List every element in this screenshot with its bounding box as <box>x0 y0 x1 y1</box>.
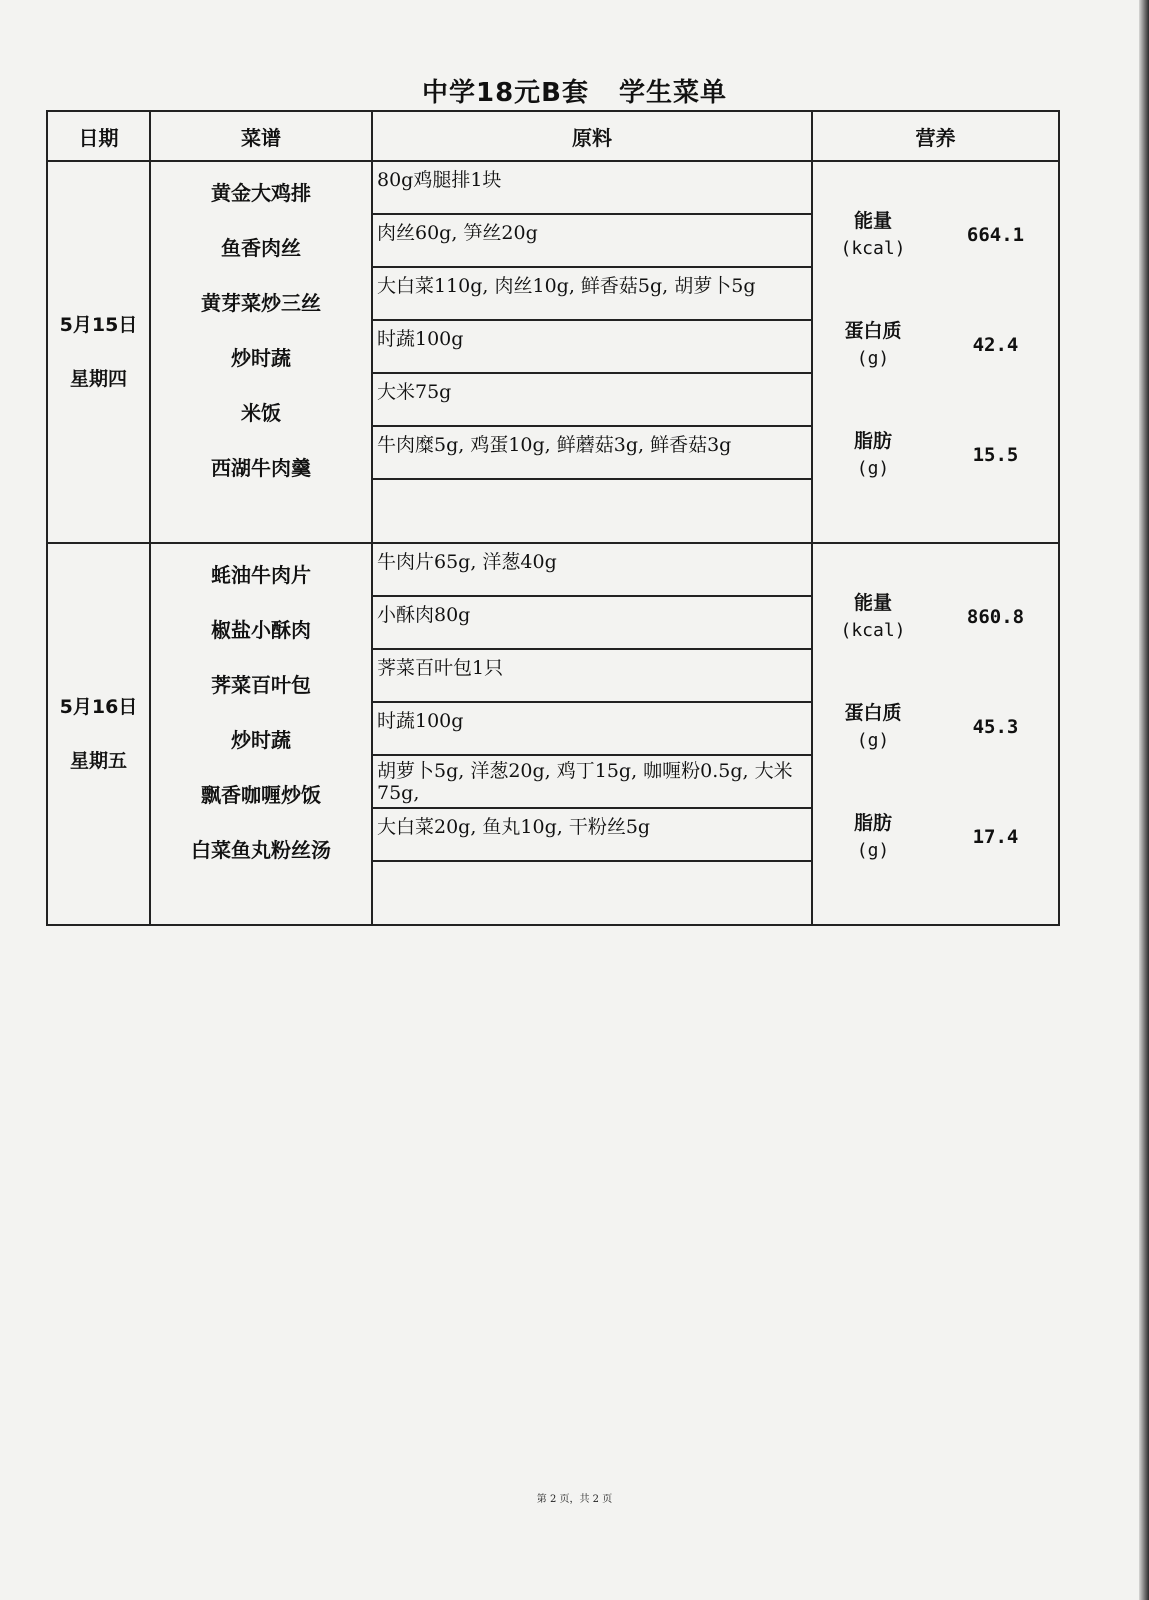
ingredient-text: 大米75g <box>373 374 811 427</box>
dish-name: 黄金大鸡排 <box>211 181 311 205</box>
ingredient-blank-row <box>373 862 811 920</box>
nutrition-protein <box>813 672 1058 782</box>
nutrition-cell <box>812 543 1059 925</box>
weekday: 星期四 <box>69 368 127 390</box>
menu-table <box>46 110 1060 926</box>
dish-cell <box>150 543 372 925</box>
nutrition-protein <box>813 290 1058 400</box>
nutrient-value: 664.1 <box>966 224 1025 246</box>
title-set-name: 中学18元B套 <box>421 78 589 108</box>
page-edge-shadow <box>1139 0 1149 1600</box>
ingredient-text: 胡萝卜5g, 洋葱20g, 鸡丁15g, 咖喱粉0.5g, 大米75g, <box>373 756 811 809</box>
date: 5月15日 <box>59 314 138 336</box>
nutrition-fat <box>813 782 1058 892</box>
nutrient-unit: (g) <box>856 458 890 479</box>
page-footer: 第 2 页，共 2 页 <box>536 1494 613 1505</box>
title-menu-label: 学生菜单 <box>618 78 727 108</box>
ingredient-blank-row <box>373 480 811 538</box>
nutrient-unit: (g) <box>856 730 890 751</box>
page-title <box>0 72 1149 109</box>
header-ingredients: 原料 <box>372 111 812 161</box>
nutrient-value: 15.5 <box>972 444 1019 466</box>
dish-cell <box>150 161 372 543</box>
ingredient-text: 荠菜百叶包1只 <box>373 650 811 703</box>
nutrition-label <box>813 317 933 373</box>
dish-name: 蚝油牛肉片 <box>211 563 311 587</box>
ingredient-text: 肉丝60g, 笋丝20g <box>373 215 811 268</box>
nutrient-name: 脂肪 <box>853 812 892 834</box>
ingredient-text: 牛肉片65g, 洋葱40g <box>373 544 811 597</box>
ingredient-text: 小酥肉80g <box>373 597 811 650</box>
ingredients-cell <box>372 543 812 925</box>
day-row <box>47 543 1059 925</box>
dish-name: 荠菜百叶包 <box>211 673 311 697</box>
nutrient-name: 能量 <box>853 592 892 614</box>
dish-name: 飘香咖喱炒饭 <box>201 783 321 807</box>
nutrient-unit: (kcal) <box>840 620 906 641</box>
nutrient-value: 17.4 <box>972 826 1019 848</box>
nutrition-label <box>813 207 933 263</box>
nutrient-name: 能量 <box>853 210 892 232</box>
nutrition-label <box>813 809 933 865</box>
nutrient-name: 蛋白质 <box>844 320 902 342</box>
date: 5月16日 <box>59 696 138 718</box>
nutrient-value: 860.8 <box>966 606 1025 628</box>
ingredient-text: 时蔬100g <box>373 703 811 756</box>
nutrition-label <box>813 699 933 755</box>
nutrition-label <box>813 427 933 483</box>
dish-name: 白菜鱼丸粉丝汤 <box>191 838 331 862</box>
weekday: 星期五 <box>69 750 127 772</box>
ingredient-text: 时蔬100g <box>373 321 811 374</box>
nutrient-value: 42.4 <box>972 334 1019 356</box>
ingredient-text: 牛肉糜5g, 鸡蛋10g, 鲜蘑菇3g, 鲜香菇3g <box>373 427 811 480</box>
ingredient-text: 大白菜110g, 肉丝10g, 鲜香菇5g, 胡萝卜5g <box>373 268 811 321</box>
ingredient-text: 80g鸡腿排1块 <box>373 162 811 215</box>
dish-name: 鱼香肉丝 <box>221 236 301 260</box>
dish-name: 米饭 <box>241 401 281 425</box>
nutrient-unit: (kcal) <box>840 238 906 259</box>
date-cell <box>47 161 150 543</box>
dish-name: 椒盐小酥肉 <box>211 618 311 642</box>
header-date: 日期 <box>47 111 150 161</box>
dish-name: 炒时蔬 <box>231 346 291 370</box>
dish-name: 黄芽菜炒三丝 <box>201 291 321 315</box>
nutrition-energy <box>813 180 1058 290</box>
dish-name: 炒时蔬 <box>231 728 291 752</box>
nutrition-cell <box>812 161 1059 543</box>
date-cell <box>47 543 150 925</box>
nutrition-energy <box>813 562 1058 672</box>
header-dish: 菜谱 <box>150 111 372 161</box>
nutrient-unit: (g) <box>856 348 890 369</box>
nutrition-fat <box>813 400 1058 510</box>
nutrition-label <box>813 589 933 645</box>
nutrient-value: 45.3 <box>972 716 1019 738</box>
dish-name: 西湖牛肉羹 <box>211 456 311 480</box>
header-row <box>47 111 1059 161</box>
day-row <box>47 161 1059 543</box>
nutrient-unit: (g) <box>856 840 890 861</box>
ingredient-text: 大白菜20g, 鱼丸10g, 干粉丝5g <box>373 809 811 862</box>
ingredients-cell <box>372 161 812 543</box>
nutrient-name: 脂肪 <box>853 430 892 452</box>
header-nutrition: 营养 <box>812 111 1059 161</box>
nutrient-name: 蛋白质 <box>844 702 902 724</box>
